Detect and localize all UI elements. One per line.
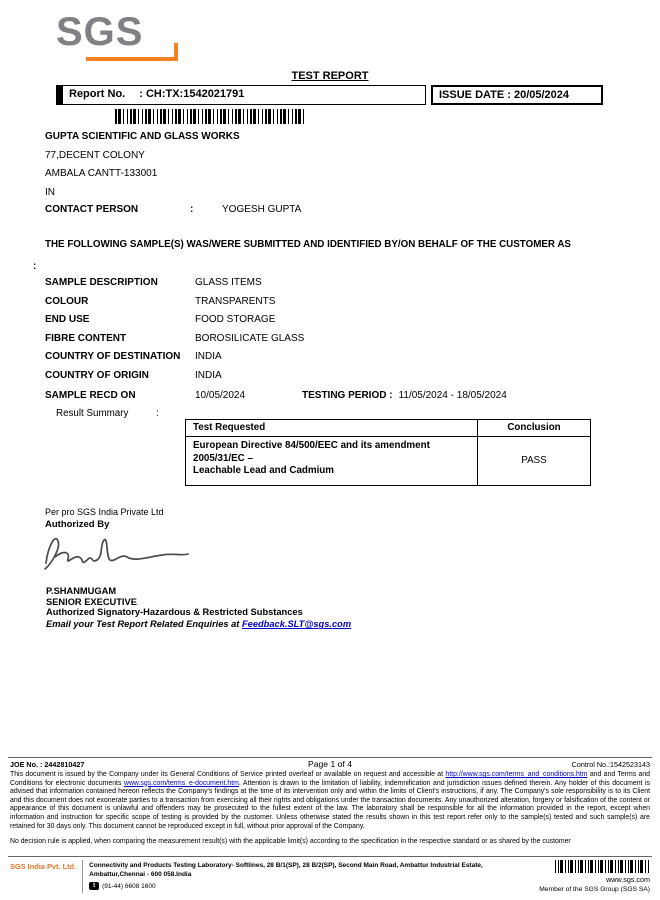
testing-period-value: 11/05/2024 - 18/05/2024 (398, 390, 507, 401)
sgs-logo (56, 12, 186, 66)
no-decision-rule-note: No decision rule is applied, when comparing the measurement result(s) with the applicable limit(s) according to the specification in the respective standard or as shared by the customer (10, 838, 571, 845)
sample-received-row (45, 390, 507, 401)
control-number: Control No.:1542523143 (571, 760, 650, 769)
report-number-label: Report No. (69, 88, 126, 100)
field-value: GLASS ITEMS (195, 277, 262, 288)
footer-company-row (10, 860, 650, 893)
website-link[interactable]: www.sgs.com (606, 875, 650, 884)
phone-number: (91-44) 6608 1600 (102, 882, 156, 890)
sgs-logo-text: SGS (56, 10, 144, 54)
signatory-block (46, 586, 351, 630)
report-header-row (56, 85, 603, 105)
company-name: SGS India Pvt. Ltd. (10, 862, 77, 871)
field-row (45, 333, 304, 352)
footer-barcode (555, 860, 650, 873)
field-label: COLOUR (45, 295, 89, 307)
customer-country: IN (45, 186, 55, 198)
phone-line (89, 882, 490, 890)
result-summary-separator: : (156, 408, 159, 419)
phone-icon: t (89, 882, 99, 890)
submission-statement: THE FOLLOWING SAMPLE(S) WAS/WERE SUBMITTED AND IDENTIFIED BY/ON BEHALF OF THE CUSTOMER AS (45, 239, 571, 250)
e-document-terms-link[interactable]: www.sgs.com/terms_e-document.htm (123, 779, 239, 787)
field-row (45, 277, 304, 296)
sample-received-value: 10/05/2024 (195, 390, 246, 401)
customer-address-line1: 77,DECENT COLONY (45, 149, 145, 161)
field-row (45, 296, 304, 315)
signatory-role: Authorized Signatory-Hazardous & Restricted Substances (46, 607, 303, 618)
contact-person-separator: : (190, 204, 194, 215)
footer-right-column (490, 860, 650, 893)
sgs-group-member-note: Member of the SGS Group (SGS SA) (539, 886, 650, 893)
authorized-by-label: Authorized By (45, 519, 110, 530)
conclusion-cell: PASS (521, 455, 547, 467)
submission-statement-colon: : (33, 261, 37, 272)
field-row (45, 314, 304, 333)
test-requested-line3: Leachable Lead and Cadmium (193, 465, 335, 477)
joe-number: JOE No. : 2442810427 (10, 760, 85, 769)
company-info (89, 860, 490, 893)
signature-stroke (36, 527, 196, 577)
legal-text-part3: . Attention is drawn to the limitation of liability, indemnification and jurisdiction issues defined therein. Any holder of this document is advised that information contained hereon reflects the Company's findings at the time of its intervention only and within the limits of Client's instructions, if any. The Company's sole responsibility is to its Client and this document does not exonerate parties to a transaction from exercising all their rights and obligations under the transaction documents. Any unauthorized alteration, forgery or falsification of the content or appearance of this document is unlawful and offenders may be prosecuted to the fullest extent of the law. The laboratory shall be responsible for all the information provided in the report, except when information and instruction for specific scope of testing is provided by the customer. Unless otherwise stated the results shown in this test report refer only to the sample(s) tested and such sample(s) are retained for 30 days only. This document cannot be reproduced except in full, without prior approval of the Company. (10, 779, 650, 830)
test-requested-line1: European Directive 84/500/EEC and its amendment (193, 440, 430, 451)
sample-received-label: SAMPLE RECD ON (45, 390, 136, 401)
per-pro-line: Per pro SGS India Private Ltd (45, 507, 164, 517)
result-summary-label: Result Summary (56, 408, 129, 419)
logo-accent-tick (174, 43, 178, 61)
table-row (186, 437, 590, 485)
field-value: INDIA (195, 351, 222, 363)
page-number: Page 1 of 4 (308, 759, 352, 769)
field-label: COUNTRY OF DESTINATION (45, 351, 181, 363)
testing-period-label: TESTING PERIOD : (302, 390, 393, 401)
report-number-box (56, 85, 426, 105)
field-value: INDIA (195, 369, 222, 381)
report-number-value: : CH:TX:1542021791 (139, 88, 245, 100)
signature-image (36, 527, 196, 582)
logo-accent-underline (86, 57, 178, 61)
field-label: SAMPLE DESCRIPTION (45, 277, 158, 288)
field-label: COUNTRY OF ORIGIN (45, 369, 149, 381)
legal-disclaimer (10, 771, 650, 831)
field-label: FIBRE CONTENT (45, 332, 127, 344)
terms-conditions-link[interactable]: http://www.sgs.com/terms_and_conditions.htm (445, 771, 588, 778)
report-barcode (115, 109, 305, 124)
field-row (45, 351, 304, 370)
footer-divider-bottom (8, 856, 652, 857)
report-title: TEST REPORT (291, 70, 369, 82)
company-separator (82, 860, 83, 893)
customer-name: GUPTA SCIENTIFIC AND GLASS WORKS (45, 131, 240, 142)
enquiries-text: Email your Test Report Related Enquiries at (46, 619, 242, 630)
field-value: BOROSILICATE GLASS (195, 332, 305, 344)
footer-reference-row (10, 759, 650, 769)
field-value: TRANSPARENTS (195, 295, 276, 307)
signatory-title: SENIOR EXECUTIVE (46, 596, 137, 607)
legal-text-part2: and and Terms and Conditions for electronic documents (10, 771, 651, 787)
customer-block (45, 128, 240, 202)
company-address: Connectivity and Products Testing Laboratory- Softlines, 28 B/1(SP), 28 B/2(SP), Second Main Road, Ambattur Industrial Estate, Ambattur,Chennai - 600 058.India (89, 862, 483, 878)
enquiries-line (46, 619, 351, 630)
issue-date-box: ISSUE DATE : 20/05/2024 (431, 85, 603, 105)
field-label: END USE (45, 314, 90, 326)
result-summary-row (56, 408, 159, 419)
result-table (185, 419, 591, 486)
column-header-test-requested: Test Requested (186, 420, 478, 436)
column-header-conclusion: Conclusion (507, 422, 561, 433)
field-value: FOOD STORAGE (195, 314, 276, 326)
customer-address-line2: AMBALA CANTT-133001 (45, 168, 158, 179)
result-table-header (186, 420, 590, 437)
footer-divider-top (8, 757, 652, 758)
contact-person-row (45, 204, 301, 215)
test-requested-line2: 2005/31/EC – (193, 452, 253, 464)
signatory-name: P.SHANMUGAM (46, 586, 117, 596)
legal-text-part1: This document is issued by the Company under its General Conditions of Service printed overleaf or available on request and accessible at (10, 771, 446, 778)
field-row (45, 370, 304, 389)
sample-fields (45, 277, 304, 389)
contact-person-label: CONTACT PERSON (45, 204, 139, 215)
feedback-email-link[interactable]: Feedback.SLT@sgs.com (241, 619, 352, 630)
contact-person-value: YOGESH GUPTA (222, 204, 302, 215)
test-requested-cell (186, 437, 478, 485)
